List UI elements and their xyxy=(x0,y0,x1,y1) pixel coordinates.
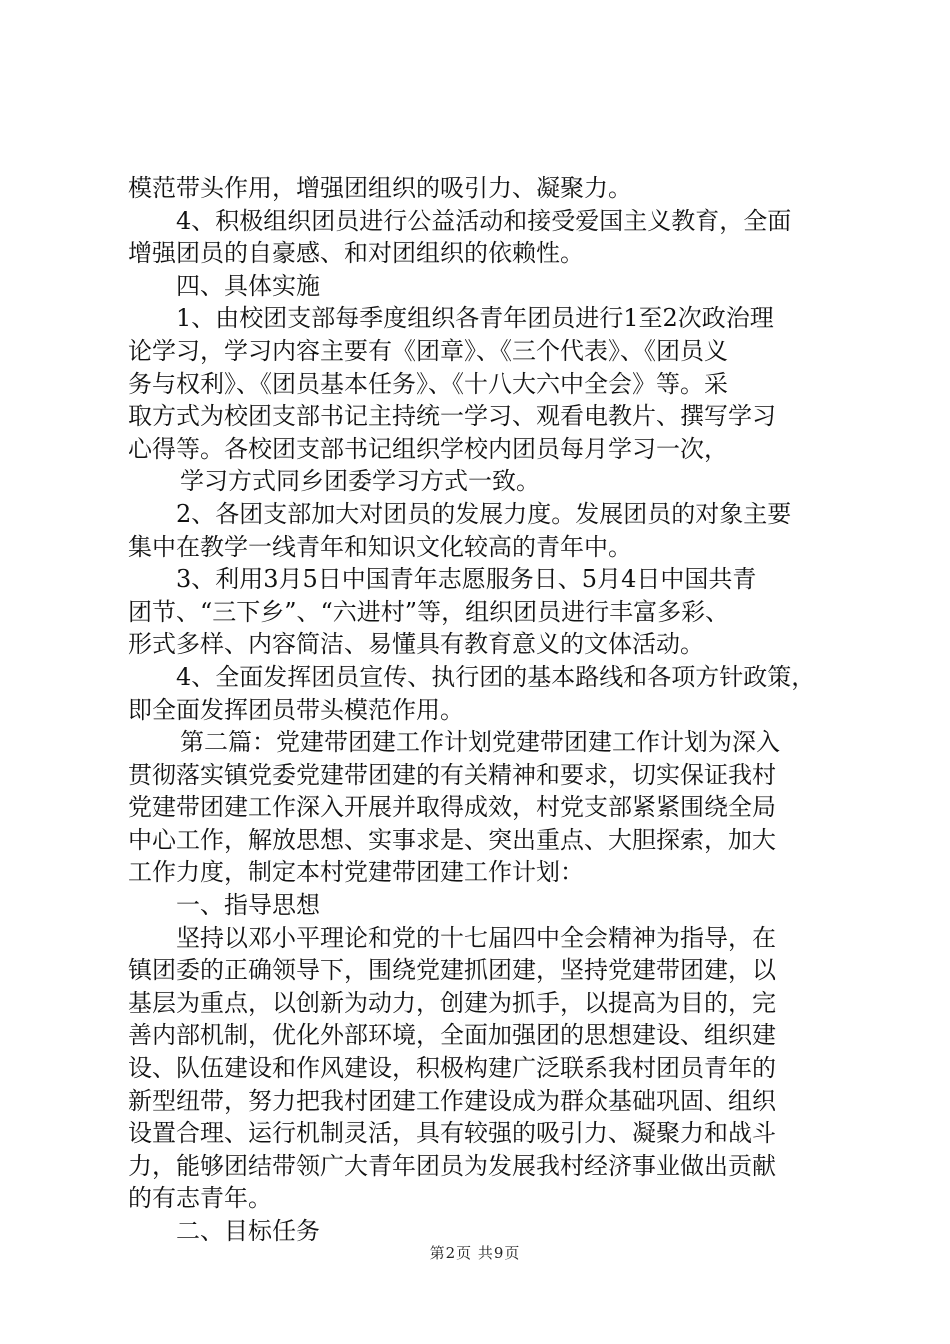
section-heading: 一、指导思想 xyxy=(176,891,320,920)
text-line: 1、由校团支部每季度组织各青年团员进行1至2次政治理 xyxy=(176,304,774,333)
text-line: 模范带头作用，增强团组织的吸引力、凝聚力。 xyxy=(128,174,632,202)
text-line: 即全面发挥团员带头模范作用。 xyxy=(128,695,464,724)
text-line: 镇团委的正确领导下，围绕党建抓团建，坚持党建带团建，以 xyxy=(128,956,776,985)
text-line: 中心工作，解放思想、实事求是、突出重点、大胆探索，加大 xyxy=(128,825,776,854)
text-line: 集中在教学一线青年和知识文化较高的青年中。 xyxy=(128,532,632,561)
section-heading: 二、目标任务 xyxy=(176,1217,320,1245)
text-line: 设置合理、运行机制灵活，具有较强的吸引力、凝聚力和战斗 xyxy=(128,1119,776,1148)
section-heading: 四、具体实施 xyxy=(176,271,320,300)
text-line: 基层为重点，以创新为动力，创建为抓手，以提高为目的，完 xyxy=(128,988,776,1017)
text-line: 坚持以邓小平理论和党的十七届四中全会精神为指导，在 xyxy=(176,923,776,952)
text-line: 2、各团支部加大对团员的发展力度。发展团员的对象主要 xyxy=(176,499,792,528)
text-line: 的有志青年。 xyxy=(128,1184,272,1213)
text-line: 力，能够团结带领广大青年团员为发展我村经济事业做出贡献 xyxy=(128,1151,776,1180)
text-line: 形式多样、内容简洁、易懂具有教育意义的文体活动。 xyxy=(128,630,704,659)
text-line: 新型纽带，努力把我村团建工作建设成为群众基础巩固、组织 xyxy=(128,1086,776,1115)
page-number-footer: 第2页 共9页 xyxy=(429,1244,521,1262)
text-line: 论学习，学习内容主要有《团章》、《三个代表》、《团员义 xyxy=(128,336,728,365)
text-line: 党建带团建工作深入开展并取得成效，村党支部紧紧围绕全局 xyxy=(128,793,776,822)
text-line: 第二篇：党建带团建工作计划党建带团建工作计划为深入 xyxy=(180,728,780,757)
text-line: 团节、“三下乡”、“六进村”等，组织团员进行丰富多彩、 xyxy=(128,597,730,626)
text-line: 善内部机制，优化外部环境，全面加强团的思想建设、组织建 xyxy=(128,1021,776,1050)
text-line: 心得等。各校团支部书记组织学校内团员每月学习一次， xyxy=(128,434,728,463)
text-line: 设、队伍建设和作风建设，积极构建广泛联系我村团员青年的 xyxy=(128,1054,776,1083)
text-line: 务与权利》、《团员基本任务》、《十八大六中全会》等。采 xyxy=(128,369,728,398)
text-line: 4、积极组织团员进行公益活动和接受爱国主义教育，全面 xyxy=(176,206,792,235)
text-line: 取方式为校团支部书记主持统一学习、观看电教片、撰写学习 xyxy=(128,402,776,431)
text-line: 增强团员的自豪感、和对团组织的依赖性。 xyxy=(128,239,584,268)
text-line: 3、利用3月5日中国青年志愿服务日、5月4日中国共青 xyxy=(176,565,757,594)
document-body xyxy=(128,172,832,1248)
text-line: 4、全面发挥团员宣传、执行团的基本路线和各项方针政策， xyxy=(176,662,816,691)
text-line: 工作力度，制定本村党建带团建工作计划： xyxy=(128,858,584,887)
text-line: 贯彻落实镇党委党建带团建的有关精神和要求，切实保证我村 xyxy=(128,760,776,789)
text-line: 学习方式同乡团委学习方式一致。 xyxy=(180,467,540,496)
